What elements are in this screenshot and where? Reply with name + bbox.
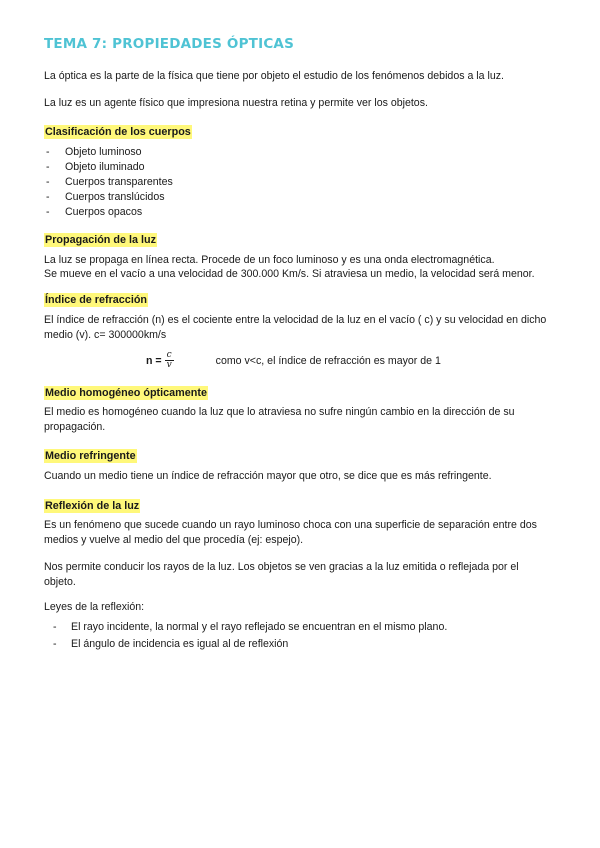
formula-denominator: v <box>166 360 172 370</box>
propagacion-line-1: La luz se propaga en línea recta. Procede de un foco luminoso y es una onda electromagnética. <box>44 254 495 266</box>
heading-medio-refringente: Medio refringente <box>45 450 136 462</box>
heading-clasificacion: Clasificación de los cuerpos <box>45 126 191 138</box>
refraction-formula <box>146 351 441 370</box>
heading-reflexion: Reflexión de la luz <box>45 500 140 512</box>
formula-numerator: c <box>166 350 172 360</box>
clasificacion-list <box>44 145 173 220</box>
heading-propagacion: Propagación de la luz <box>45 234 156 246</box>
formula-fraction <box>165 351 174 370</box>
list-item: - Objeto luminoso <box>44 145 173 160</box>
list-item: - El rayo incidente, la normal y el rayo reflejado se encuentran en el mismo plano. <box>52 619 447 636</box>
list-item: - Cuerpos transparentes <box>44 175 173 190</box>
page-title: TEMA 7: PROPIEDADES ÓPTICAS <box>44 36 294 52</box>
propagacion-line-2: Se mueve en el vacío a una velocidad de 300.000 Km/s. Si atraviesa un medio, la velocidad será menor. <box>44 268 535 280</box>
laws-list <box>52 619 447 653</box>
list-item: - Cuerpos translúcidos <box>44 190 173 205</box>
formula-lhs: n = <box>146 354 162 367</box>
heading-indice: Índice de refracción <box>45 294 148 306</box>
indice-paragraph: El índice de refracción (n) es el cociente entre la velocidad de la luz en el vacío ( c) y su velocidad en dicho medio (v). c= 300000km/s <box>44 314 547 341</box>
list-item: - Cuerpos opacos <box>44 205 173 220</box>
laws-label: Leyes de la reflexión: <box>44 601 145 613</box>
intro-paragraph-2: La luz es un agente físico que impresiona nuestra retina y permite ver los objetos. <box>44 97 428 109</box>
intro-paragraph-1: La óptica es la parte de la física que tiene por objeto el estudio de los fenómenos debidos a la luz. <box>44 70 504 82</box>
reflexion-paragraph-2: Nos permite conducir los rayos de la luz. Los objetos se ven gracias a la luz emitida o reflejada por el objeto. <box>44 561 519 588</box>
reflexion-paragraph-1: Es un fenómeno que sucede cuando un rayo luminoso choca con una superficie de separación entre dos medios y vuelve al medio del que procedía (ej: espejo). <box>44 519 537 546</box>
formula-note: como v<c, el índice de refracción es mayor de 1 <box>215 354 441 367</box>
list-item: - Objeto iluminado <box>44 160 173 175</box>
medio-homogeneo-paragraph: El medio es homogéneo cuando la luz que lo atraviesa no sufre ningún cambio en la dirección de su propagación. <box>44 406 515 433</box>
list-item: - El ángulo de incidencia es igual al de reflexión <box>52 636 447 653</box>
medio-refringente-paragraph: Cuando un medio tiene un índice de refracción mayor que otro, se dice que es más refringente. <box>44 470 492 482</box>
heading-medio-homogeneo: Medio homogéneo ópticamente <box>45 387 207 399</box>
